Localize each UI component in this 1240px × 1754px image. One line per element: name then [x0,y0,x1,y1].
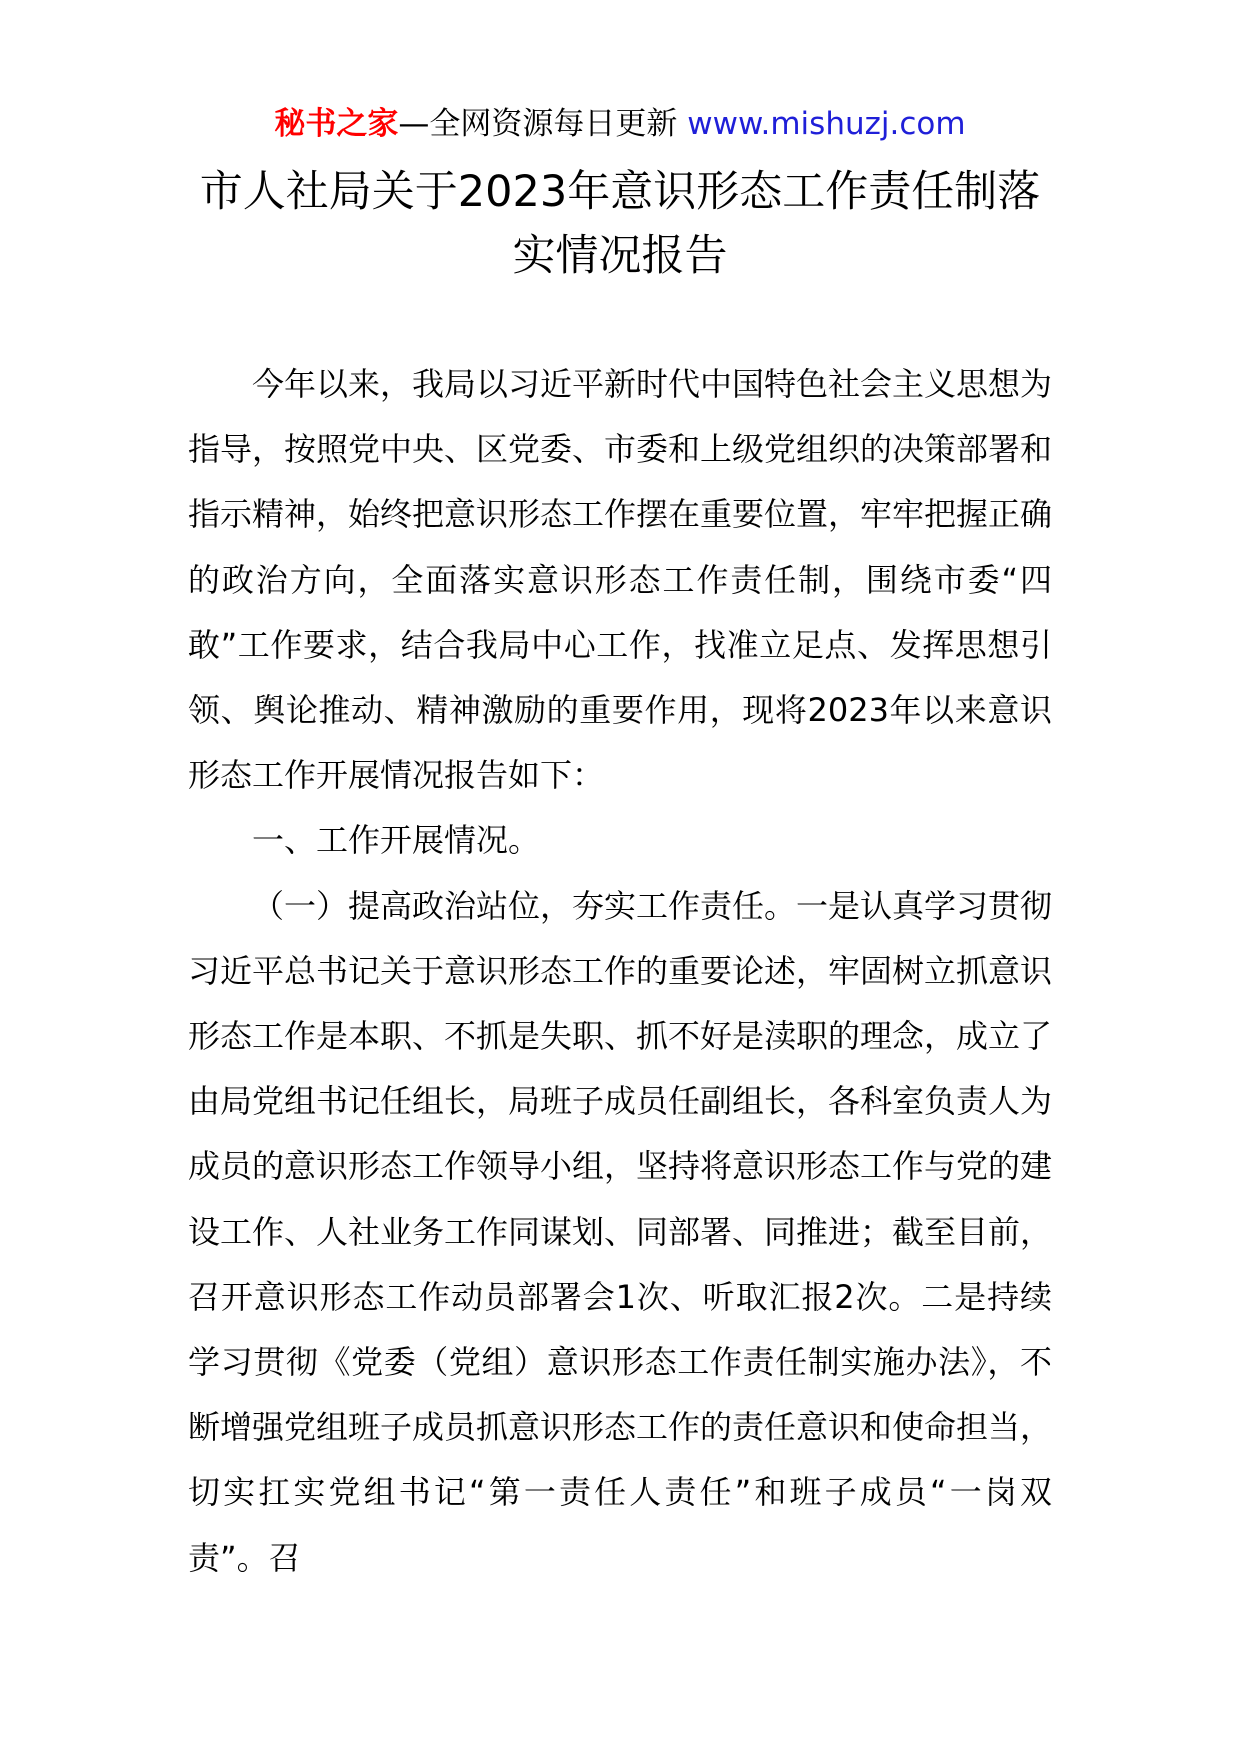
paragraph-subsection-1: （一）提高政治站位，夯实工作责任。一是认真学习贯彻习近平总书记关于意识形态工作的重要论述，牢固树立抓意识形态工作是本职、不抓是失职、抓不好是渎职的理念，成立了由局党组书记任组长，局班子成员任副组长，各科室负责人为成员的意识形态工作领导小组，坚持将意识形态工作与党的建设工作、人社业务工作同谋划、同部署、同推进；截至目前，召开意识形态工作动员部署会1次、听取汇报2次。二是持续学习贯彻《党委（党组）意识形态工作责任制实施办法》，不断增强党组班子成员抓意识形态工作的责任意识和使命担当，切实扛实党组书记“第一责任人责任”和班子成员“一岗双责”。召 [188,886,1053,1577]
watermark-header [0,104,1240,144]
header-brand: 秘书之家 [274,106,399,142]
document-title: 市人社局关于2023年意识形态工作责任制落实情况报告 [199,167,1041,281]
header-tagline: —全网资源每日更新 [398,106,678,142]
paragraph-intro: 今年以来，我局以习近平新时代中国特色社会主义思想为指导，按照党中央、区党委、市委和上级党组织的决策部署和指示精神，始终把意识形态工作摆在重要位置，牢牢把握正确的政治方向，全面落实意识形态工作责任制，围绕市委“四敢”工作要求，结合我局中心工作，找准立足点、发挥思想引领、舆论推动、精神激励的重要作用，现将2023年以来意识形态工作开展情况报告如下： [188,365,1053,795]
section-heading: 一、工作开展情况。 [252,821,541,860]
header-url: www.mishuzj.com [687,106,966,142]
document-body [188,352,1052,1591]
